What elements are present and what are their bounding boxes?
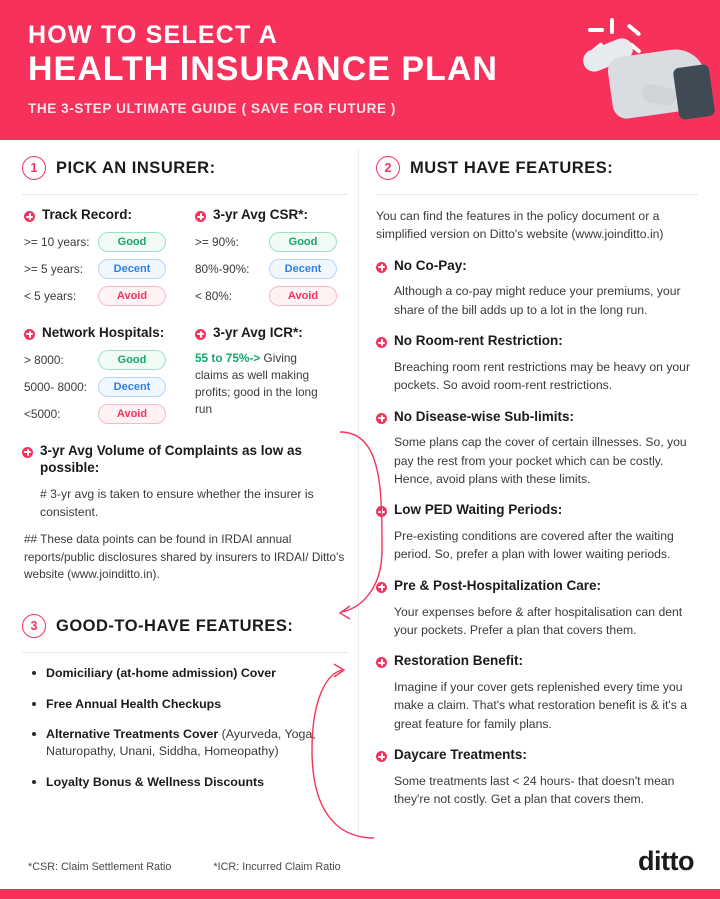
feature-text: Breaching room rent restrictions may be heavy on your pockets. So avoid room-rent restrictions. [394, 359, 691, 393]
plus-bullet-icon [24, 329, 35, 340]
header-banner [0, 0, 720, 140]
feature-block [376, 409, 698, 489]
list-item-bold: Loyalty Bonus & Wellness Discounts [46, 774, 265, 789]
header-line-2: HEALTH INSURANCE PLAN [28, 50, 498, 89]
section-1-header [22, 156, 348, 180]
plus-bullet-icon [376, 506, 387, 517]
plus-bullet-icon [376, 413, 387, 424]
criteria-row [195, 232, 348, 252]
feature-heading [376, 333, 698, 350]
list-item [32, 774, 348, 791]
header-subtitle: THE 3-STEP ULTIMATE GUIDE ( SAVE FOR FUTURE ) [28, 100, 397, 116]
feature-heading [376, 747, 698, 764]
complaints-heading-label: 3-yr Avg Volume of Complaints as low as possible: [40, 442, 303, 475]
feature-heading-label: Restoration Benefit: [394, 653, 524, 669]
feature-heading-label: No Co-Pay: [394, 257, 467, 273]
criteria-row [24, 232, 177, 252]
feature-heading-label: No Room-rent Restriction: [394, 333, 563, 349]
csr-block [195, 207, 348, 313]
section-3-number: 3 [22, 614, 46, 638]
list-item-rest: (Ayurveda, Yoga, Naturopathy, Unani, Siddha, Homeopathy) [46, 726, 316, 759]
section-3-header [22, 614, 348, 638]
list-item [32, 665, 348, 682]
section-1-underline [22, 194, 348, 195]
criteria-pill: Decent [269, 259, 337, 279]
plus-bullet-icon [195, 211, 206, 222]
criteria-row [195, 259, 348, 279]
icr-heading [195, 325, 348, 342]
list-item [32, 696, 348, 713]
plus-bullet-icon [195, 329, 206, 340]
csr-heading [195, 207, 348, 224]
icr-block [195, 325, 348, 431]
section-3-underline [22, 652, 348, 653]
feature-heading [376, 653, 698, 670]
plus-bullet-icon [376, 751, 387, 762]
complaints-note-1: # 3-yr avg is taken to ensure whether the insurer is consistent. [40, 486, 314, 519]
section-1-title: PICK AN INSURER: [56, 158, 216, 177]
criteria-pill: Decent [98, 377, 166, 397]
feature-text: Some plans cap the cover of certain illnesses. So, you pay the rest from your pocket which can be costly. Hence, avoid plans with these limits. [394, 435, 687, 486]
criteria-label: 5000- 8000: [24, 379, 87, 394]
header-line-1: HOW TO SELECT A [28, 21, 278, 49]
icr-description [195, 350, 320, 418]
criteria-label: > 8000: [24, 352, 64, 367]
section-2-title: MUST HAVE FEATURES: [410, 158, 614, 177]
list-item-bold: Alternative Treatments Cover [46, 726, 219, 741]
criteria-label: >= 90%: [195, 234, 239, 249]
plus-bullet-icon [376, 262, 387, 273]
plus-bullet-icon [376, 657, 387, 668]
feature-heading [376, 578, 698, 595]
feature-heading-label: No Disease-wise Sub-limits: [394, 408, 575, 424]
footnote-csr: *CSR: Claim Settlement Ratio [28, 861, 172, 873]
feature-text: Pre-existing conditions are covered after the waiting period. So, prefer a plan with lower waiting periods. [394, 529, 674, 562]
footer [0, 835, 720, 899]
good-to-have-list [32, 665, 348, 791]
network-hospitals-heading-label: Network Hospitals: [42, 324, 165, 340]
section-1-number: 1 [22, 156, 46, 180]
track-record-heading [24, 207, 177, 224]
feature-heading [376, 409, 698, 426]
criteria-row [24, 259, 177, 279]
feature-block [376, 578, 698, 639]
brand-label: ditto [638, 846, 694, 876]
criteria-row [24, 377, 177, 397]
icr-text: Giving claims as well making profits; good in the long run [195, 350, 318, 417]
feature-text: Your expenses before & after hospitalisation can dent your pockets. Prefer a plan that covers them. [394, 604, 683, 637]
feature-heading-label: Low PED Waiting Periods: [394, 502, 563, 518]
criteria-row [24, 404, 177, 424]
content-body [0, 140, 720, 822]
footnotes [28, 861, 341, 873]
criteria-pill: Avoid [98, 286, 166, 306]
brand-logo [638, 846, 694, 877]
feature-block [376, 747, 698, 808]
feature-text: Imagine if your cover gets replenished every time you make a claim. That's what restoration benefit is & it's a great feature for family plans. [394, 680, 687, 731]
network-hospitals-block [24, 325, 177, 431]
criteria-label: < 5 years: [24, 288, 77, 303]
criteria-label: >= 5 years: [24, 261, 84, 276]
criteria-pill: Decent [98, 259, 166, 279]
list-item-bold: Free Annual Health Checkups [46, 696, 222, 711]
icr-highlight: 55 to 75%-> [195, 350, 261, 365]
criteria-row-1 [24, 207, 348, 313]
track-record-heading-label: Track Record: [42, 207, 133, 222]
complaints-heading [22, 443, 348, 477]
criteria-pill: Good [98, 232, 166, 252]
criteria-pill: Good [98, 350, 166, 370]
criteria-label: 80%-90%: [195, 261, 250, 276]
section-2-intro: You can find the features in the policy document or a simplified version on Ditto's website (www.joinditto.in) [376, 209, 664, 242]
feature-heading [376, 258, 698, 275]
criteria-pill: Good [269, 232, 337, 252]
feature-block [376, 502, 698, 563]
feature-block [376, 258, 698, 319]
criteria-label: < 80%: [195, 288, 233, 303]
plus-bullet-icon [376, 337, 387, 348]
criteria-row-2 [24, 325, 348, 431]
section-2-number: 2 [376, 156, 400, 180]
left-column [22, 156, 362, 822]
footnote-icr: *ICR: Incurred Claim Ratio [213, 861, 341, 873]
bottom-accent-bar [0, 889, 720, 899]
plus-bullet-icon [376, 582, 387, 593]
section-2-header [376, 156, 698, 180]
track-record-block [24, 207, 177, 313]
feature-heading-label: Daycare Treatments: [394, 747, 527, 762]
csr-heading-label: 3-yr Avg CSR*: [213, 207, 309, 222]
icr-heading-label: 3-yr Avg ICR*: [213, 324, 303, 340]
feature-heading [376, 502, 698, 519]
criteria-row [24, 350, 177, 370]
criteria-row [24, 286, 177, 306]
feature-heading-label: Pre & Post-Hospitalization Care: [394, 577, 602, 593]
criteria-row [195, 286, 348, 306]
plus-bullet-icon [22, 447, 33, 458]
network-hospitals-heading [24, 325, 177, 342]
criteria-label: <5000: [24, 406, 61, 421]
feature-text: Some treatments last < 24 hours- that doesn't mean they're not costly. Get a plan that covers them. [394, 773, 675, 807]
feature-block [376, 333, 698, 394]
list-item-bold: Domiciliary (at-home admission) Cover [46, 666, 276, 681]
feature-block [376, 653, 698, 733]
criteria-pill: Avoid [269, 286, 337, 306]
criteria-pill: Avoid [98, 404, 166, 424]
right-column [362, 156, 698, 822]
criteria-label: >= 10 years: [24, 234, 90, 249]
plus-bullet-icon [24, 211, 35, 222]
section-3-title: GOOD-TO-HAVE FEATURES: [56, 616, 294, 635]
feature-text: Although a co-pay might reduce your premiums, your share of the bill adds up to a lot in the long run. [394, 284, 681, 317]
pointing-hand-icon [566, 6, 706, 131]
list-item [32, 726, 348, 761]
section-2-underline [376, 194, 698, 195]
complaints-note-2: ## These data points can be found in IRDAI annual reports/public disclosures shared by insurers to IRDAI/ Ditto's website (www.joinditto.in). [24, 532, 345, 582]
